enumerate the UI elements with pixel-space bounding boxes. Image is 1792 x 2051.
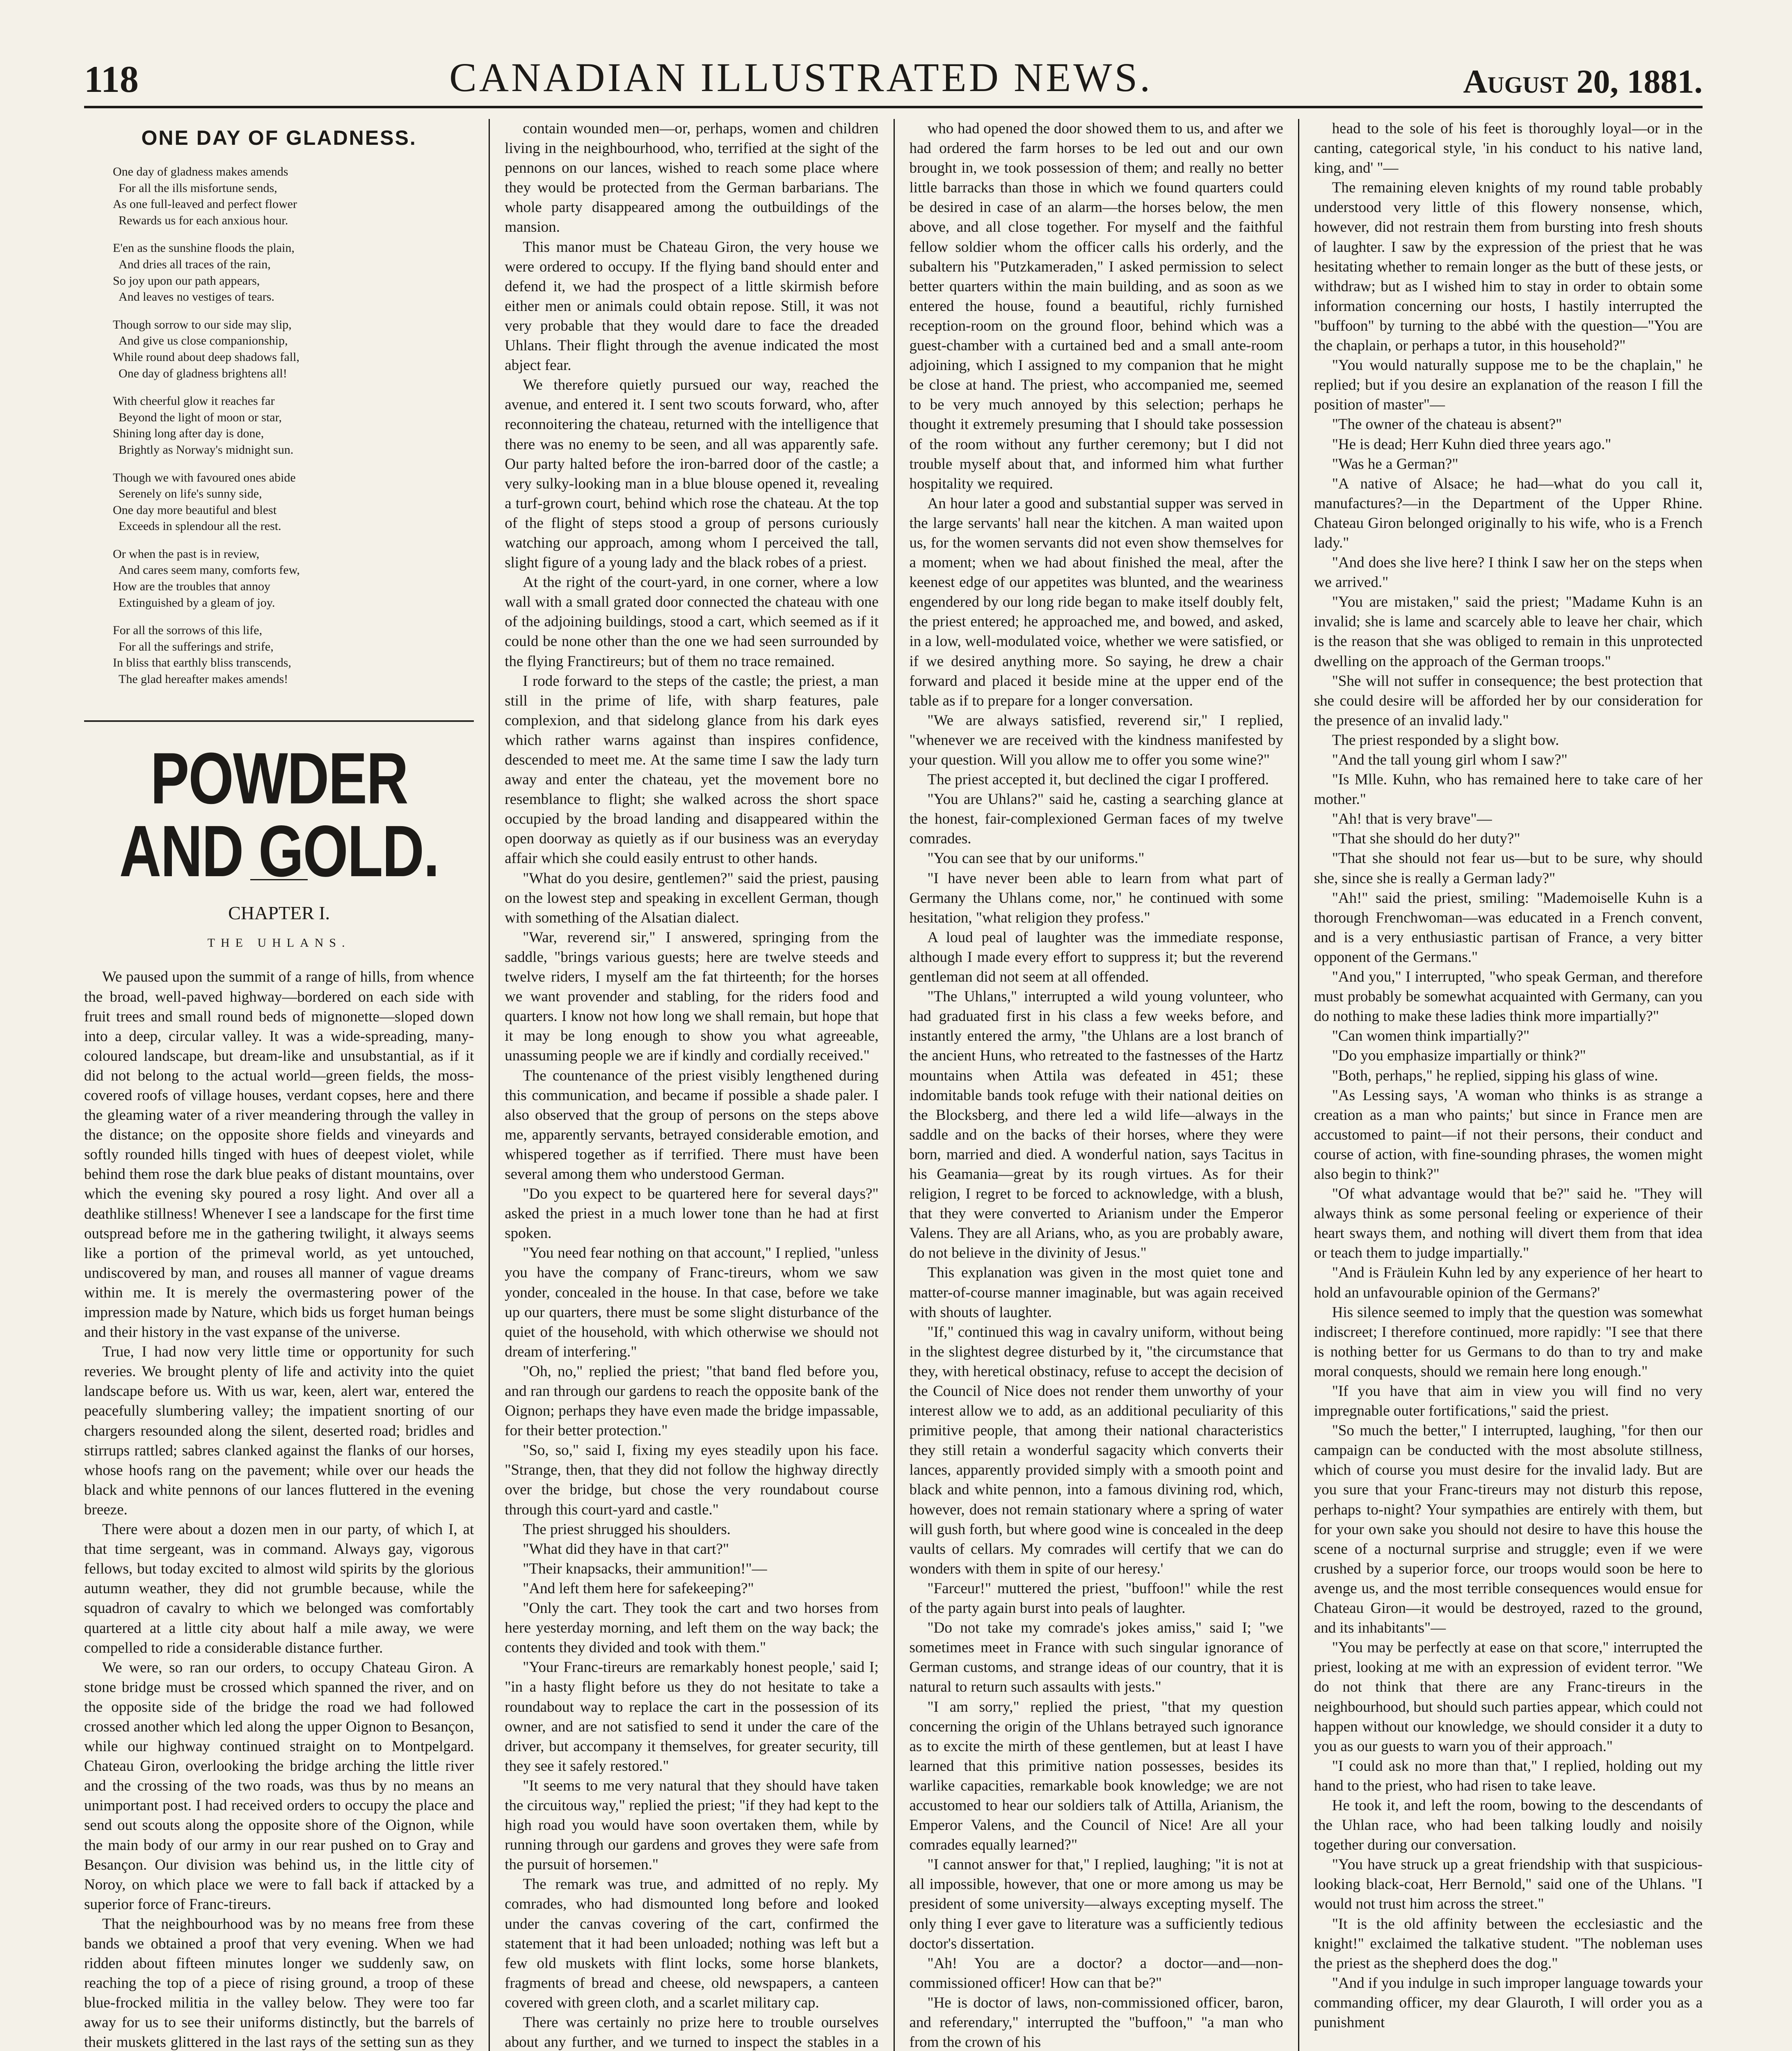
column-1-text	[84, 967, 474, 2051]
paragraph: "Was he a German?"	[1332, 455, 1458, 473]
paragraph: "Do not take my comrade's jokes amiss," said I; "we sometimes meet in France with such singular ignorance of German customs, and strange ideas of our country, that it is natural to return such assaults with jests."	[909, 1619, 1283, 1696]
paragraph: "She will not suffer in consequence; the best protection that she could desire will be afforded her by our consideration for the presence of an invalid lady."	[1314, 672, 1703, 729]
poem-line: So joy upon our path appears,	[113, 274, 260, 288]
poem-stanza	[113, 317, 474, 381]
paragraph: The remark was true, and admitted of no reply. My comrades, who had dismounted long before and looked under the canvas covering of the cart, confirmed the statement that it had been unloaded; nothing was left but a few old muskets with flint locks, some horse blankets, fragments of bread and cheese, old newspapers, a canteen covered with green cloth, and a scarlet military cap.	[505, 1876, 879, 2011]
paragraph: who had opened the door showed them to us, and after we had ordered the farm horses to be led out and our own brought in, we took possession of them; and really no better little barracks than those in which we found quarters could be desired in case of an alarm—the horses below, the men above, and all close together. For myself and the faithful fellow soldier whom the officer calls his orderly, and the subaltern his "Putzkameraden," I asked permission to select better quarters within the main building, and as soon as we entered the house, found a beautiful, richly furnished reception-room on the ground floor, behind which was a guest-chamber with a curtained bed and a small ante-room adjoining, which I assigned to my companion that he might be close at hand. The priest, who accompanied me, seemed to be very much annoyed by this selection; perhaps he thought it extremely presuming that I should take possession of the room without any further ceremony; but I did not trouble myself about that, and informed him what further hospitality we required.	[909, 120, 1283, 492]
paragraph: "Ah! You are a doctor? a doctor—and—non-commissioned officer! How can that be?"	[909, 1955, 1283, 1992]
poem-line: Though we with favoured ones abide	[113, 470, 296, 484]
paragraph: "A native of Alsace; he had—what do you call it, manufactures?—in the Department of the Upper Rhine. Chateau Giron belonged originally to his wife, who is a French lady."	[1314, 475, 1703, 551]
paragraph: "He is doctor of laws, non-commissioned officer, baron, and referendary," interrupted the "buffoon," "a man who from the crown of his	[909, 1994, 1283, 2051]
paragraph: "That she should do her duty?"	[1332, 830, 1520, 847]
poem-stanza	[113, 164, 474, 228]
paragraph: "What do you desire, gentlemen?" said the priest, pausing on the lowest step and speaking in excellent German, though with something of the Alsatian dialect.	[505, 870, 879, 926]
paragraph: I rode forward to the steps of the castle; the priest, a man still in the prime of life, with sharp features, pale complexion, and that sidelong glance from his dark eyes which rather warns against than inspires confidence, descended to meet me. At the same time I saw the lady turn away and enter the chateau, yet the movement bore no resemblance to flight; she walked across the short space occupied by the broad landing and disappeared within the open doorway as quietly as if our business was an everyday affair which she could easily entrust to other hands.	[505, 672, 879, 867]
poem-line: For all the sorrows of this life,	[113, 624, 263, 637]
paragraph: "The Uhlans," interrupted a wild young volunteer, who had graduated first in his class a few weeks before, and instantly entered the army, "the Uhlans are a lost branch of the ancient Huns, who retreated to the fastnesses of the Hartz mountains when Attila was defeated in 451; these indomitable bands took refuge with their national deities on the Blocksberg, and there led a wild life—always in the saddle and on the backs of their horses, where they were born, married and died. A wonderful nation, says Tacitus in his Geamania—great by its rough virtues. As for their religion, I regret to be forced to acknowledge, with a blush, that they were converted to Arianism under the Emperor Valens. They are all Arians, who, as you are probably aware, do not believe in the divinity of Jesus."	[909, 988, 1283, 1262]
poem-title: ONE DAY OF GLADNESS.	[141, 126, 417, 149]
paragraph: "War, reverend sir," I answered, springing from the saddle, "brings various guests; here are twelve steeds and twelve riders, I myself am the fat thirteenth; for the horses we want provender and stabling, for the riders food and quarters. I know not how long we shall remain, but hope that it may be long enough to show you what agreeable, unassuming people we are if kindly and cordially received."	[505, 929, 879, 1064]
paragraph: "The owner of the chateau is absent?"	[1332, 416, 1562, 433]
paragraph: "Can women think impartially?"	[1332, 1028, 1530, 1045]
paragraph: The countenance of the priest visibly lengthened during this communication, and became if possible a shade paler. I also observed that the group of persons on the steps above me, apparently servants, betrayed considerable emotion, and whispered together as if terrified. There must have been several among them who understood German.	[505, 1067, 879, 1183]
poem-stanza	[113, 470, 474, 534]
paragraph: "You have struck up a great friendship with that suspicious-looking black-coat, Herr Bernold," said one of the Uhlans. "I would not trust him across the street."	[1314, 1856, 1703, 1913]
paragraph: "You are mistaken," said the priest; "Madame Kuhn is an invalid; she is lame and scarcely able to leave her chair, which is the reason that she was obliged to remain in this unprotected dwelling on the approach of the German troops."	[1314, 594, 1703, 670]
column-3	[894, 119, 1298, 2051]
paragraph: "And you," I interrupted, "who speak German, and therefore must probably be somewhat acquainted with Germany, can you do nothing to make these ladies think more impartially?"	[1314, 968, 1703, 1025]
column-2-text	[505, 119, 878, 2051]
paragraph: "So, so," said I, fixing my eyes steadily upon his face. "Strange, then, that they did not follow the highway directly over the bridge, but chose the very roundabout course through this court-yard and castle."	[505, 1442, 879, 1518]
poem-line: In bliss that earthly bliss transcends,	[113, 656, 291, 670]
paragraph: "Do you emphasize impartially or think?"	[1332, 1047, 1586, 1064]
poem-stanza	[113, 393, 474, 458]
poem-line: Brightly as Norway's midnight sun.	[119, 443, 294, 457]
poem-stanza	[113, 622, 474, 687]
paragraph: That the neighbourhood was by no means free from these bands we obtained a proof that very evening. When we had ridden about fifteen minutes longer we suddenly saw, on reaching the top of a piece of rising ground, a troop of these blue-frocked militia in the valley below. They were too far away for us to see their uniforms distinctly, but the barrels of their muskets glittered in the last rays of the setting sun as they	[84, 1915, 474, 2051]
paragraph: "And the tall young girl whom I saw?"	[1332, 751, 1568, 768]
poem-line: With cheerful glow it reaches far	[113, 394, 275, 408]
poem-line: E'en as the sunshine floods the plain,	[113, 241, 295, 255]
paragraph: "So much the better," I interrupted, laughing, "for then our campaign can be conducted with the most absolute stillness, which of course you must desire for the invalid lady. But are you sure that your Franc-tireurs may not disturb this repose, perhaps to-night? Your sympathies are entirely with them, but for your own sake you should not desire to have this house the scene of a nocturnal surprise and struggle; even if we were crushed by a superior force, our troops would soon be here to avenge us, and the most terrible consequences would ensue for Chateau Giron—it would be destroyed, razed to the ground, and its inhabitants"—	[1314, 1422, 1703, 1637]
paragraph: "If," continued this wag in cavalry uniform, without being in the slightest degree disturbed by it, "the circumstance that they, with heretical obstinacy, refuse to accept the decision of the Council of Nice does not render them unworthy of your interest allow we to add, as an additional peculiarity of this primitive people, that among their national characteristics they still retain a wonderful sagacity which converts their lances, apparently provided simply with a smooth point and black and white pennon, into a famous divining rod, which, however, does not remain stationary where a spring of water will gush forth, but where good wine is concealed in the deep vaults of cellars. My comrades will certify that we can do wonders with them in spite of our heresy.'	[909, 1323, 1283, 1577]
paragraph: "You may be perfectly at ease on that score," interrupted the priest, looking at me with an expression of evident terror. "We do not think that there are any Franc-tireurs in the neighbourhood, but should such parties appear, which could not happen without our knowledge, we should consider it a duty to you as our guests to warn you of their approach."	[1314, 1639, 1703, 1755]
paragraph: "As Lessing says, 'A woman who thinks is as strange a creation as a man who paints;' but since in France men are accustomed to paint—if not their persons, their conduct and course of action, with fine-sounding phrases, the women might also begin to think?"	[1314, 1087, 1703, 1183]
paragraph: This manor must be Chateau Giron, the very house we were ordered to occupy. If the flying band should enter and defend it, we had the prospect of a little skirmish before either men or animals could obtain repose. Still, it was not very probable that they would dare to face the dreaded Uhlans. Their flight through the avenue indicated the most abject fear.	[505, 238, 879, 374]
poem-line: And cares seem many, comforts few,	[119, 563, 300, 577]
poem-line: For all the sufferings and strife,	[119, 640, 274, 653]
poem-line: For all the ills misfortune sends,	[119, 181, 277, 195]
poem-line: And give us close companionship,	[119, 334, 288, 348]
paragraph: "It is the old affinity between the ecclesiastic and the knight!" exclaimed the talkative student. "The nobleman uses the priest as the shepherd does the dog."	[1314, 1915, 1703, 1972]
paragraph: "I am sorry," replied the priest, "that my question concerning the origin of the Uhlans betrayed such ignorance as to excite the mirth of these gentlemen, but at least I have learned that this primitive nation possesses, besides its warlike capacities, remarkable book knowledge; we are not accustomed to hear our soldiers talk of Attilla, Arianism, the Emperor Valens, and the Council of Nice! Are all your comrades equally learned?"	[909, 1698, 1283, 1854]
paragraph: We were, so ran our orders, to occupy Chateau Giron. A stone bridge must be crossed which spanned the river, and on the opposite side of the bridge the road we had followed crossed another which led along the upper Oignon to Besançon, while our highway continued straight on to Montpelgard. Chateau Giron, overlooking the bridge arching the little river and the crossing of the two roads, was thus by no means an unimportant post. I had received orders to occupy the place and send out scouts along the opposite shore of the Oignon, while the main body of our army in our rear pushed on to Gray and Besançon. Our division was behind us, in the little city of Noroy, on which place we were to fall back if attacked by a superior force of Franc-tireurs.	[84, 1659, 474, 1913]
paragraph: "And does she live here? I think I saw her on the steps when we arrived."	[1314, 554, 1703, 591]
poem-stanza	[113, 546, 474, 611]
paragraph: The priest responded by a slight bow.	[1332, 731, 1559, 749]
paragraph: "Their knapsacks, their ammunition!"—	[523, 1560, 767, 1577]
paragraph: "Your Franc-tireurs are remarkably honest people,' said I; "in a hasty flight before us they do not hesitate to take a roundabout way to replace the cart in the possession of its owner, and are not satisfied to send it under the care of the driver, but accompany it themselves, for greater security, till they see it safely restored."	[505, 1659, 879, 1775]
paragraph: "I cannot answer for that," I replied, laughing; "it is not at all impossible, however, that one or more among us may be president of some university—always excepting myself. The only thing I ever gave to literature was a sufficiently tedious doctor's dissertation.	[909, 1856, 1283, 1952]
poem-line: One day more beautiful and blest	[113, 503, 277, 517]
paragraph: "I could ask no more than that," I replied, holding out my hand to the priest, who had risen to take leave.	[1314, 1757, 1703, 1794]
paragraph: "And is Fräulein Kuhn led by any experience of her heart to hold an unfavourable opinion of the Germans?'	[1314, 1264, 1703, 1301]
page-header	[84, 44, 1703, 108]
paragraph: "Ah!" said the priest, smiling: "Mademoiselle Kuhn is a thorough Frenchwoman—was educated in a French convent, and is a very enthusiastic partisan of France, a very bitter opponent of the Germans."	[1314, 889, 1703, 966]
paragraph: This explanation was given in the most quiet tone and matter-of-course manner imaginable, but was again received with shouts of laughter.	[909, 1264, 1283, 1321]
poem-line: Beyond the light of moon or star,	[119, 410, 282, 424]
paragraph: We paused upon the summit of a range of hills, from whence the broad, well-paved highway—bordered on each side with fruit trees and small round beds of mignonette—sloped down into a deep, circular valley. It was a wide-spreading, many-coloured landscape, but dream-like and unsubstantial, as if it did not belong to the actual world—green fields, the moss-covered roofs of village houses, verdant copses, here and there the gleaming water of a river meandering through the valley in the distance; on the opposite shore fields and vineyards and softly rounded hills tinged with hues of deepest violet, while behind them rose the dark blue peaks of distant mountains, over which the evening sky poured a rosy light. And over all a deathlike stillness! Whenever I see a landscape for the first time outspread before me in the gathering twilight, it always seems like a portion of the primeval world, as yet untouched, undiscovered by man, and rouses all manner of vague dreams within me. It is merely the overmastering power of the impression made by Nature, which bids us forget human beings and their history in the vast expanse of the universe.	[84, 968, 474, 1341]
paragraph: "You can see that by our uniforms."	[927, 850, 1145, 867]
poem-line: Serenely on life's sunny side,	[119, 487, 262, 501]
poem-line: Exceeds in splendour all the rest.	[119, 519, 281, 533]
paragraph: An hour later a good and substantial supper was served in the large servants' hall near the kitchen. A man waited upon us, for the women servants did not even show themselves for a moment; when we had about finished the meal, after the keenest edge of our appetites was blunted, and the weariness engendered by our long ride began to make itself doubly felt, the priest entered; he approached me, and bowed, and asked, in a low, well-modulated voice, whether we were satisfied, or if we desired anything more. So saying, he drew a chair forward and placed it beside mine at the upper end of the table as if to prepare for a longer conversation.	[909, 495, 1283, 709]
poem-body	[84, 164, 474, 687]
poem-line: Or when the past is in review,	[113, 547, 260, 561]
poem-line: How are the troubles that annoy	[113, 580, 271, 594]
paragraph: "Both, perhaps," he replied, sipping his glass of wine.	[1332, 1067, 1658, 1084]
poem-line: The glad hereafter makes amends!	[119, 672, 288, 686]
paragraph: There were about a dozen men in our party, of which I, at that time sergeant, was in command. Always gay, vigorous fellows, but today excited to almost wild spirits by the glorious autumn weather, they did not grumble because, while the squadron of cavalry to which we belonged was comfortably quartered at a little city about half a mile away, we were compelled to ride a considerable distance further.	[84, 1521, 474, 1656]
paragraph: There was certainly no prize here to trouble ourselves about any further, and we turned to inspect the stables in a	[505, 2014, 879, 2051]
poem-line: And dries all traces of the rain,	[119, 257, 271, 271]
poem-line: One day of gladness brightens all!	[119, 366, 287, 380]
column-4-text	[1314, 119, 1703, 2033]
paragraph: "Is Mlle. Kuhn, who has remained here to take care of her mother."	[1314, 771, 1703, 808]
column-1	[84, 119, 489, 2051]
paragraph: "And if you indulge in such improper language towards your commanding officer, my dear Glauroth, I will order you as a punishment	[1314, 1974, 1703, 2031]
paragraph: "We are always satisfied, reverend sir," I replied, "whenever we are received with the kindness manifested by your question. Will you allow me to offer you some wine?"	[909, 712, 1283, 768]
paragraph: "It seems to me very natural that they should have taken the circuitous way," replied the priest; "if they had kept to the high road you would have soon overtaken them, while by running through our gardens and groves they were safe from the pursuit of horsemen."	[505, 1777, 879, 1873]
poem-line: Rewards us for each anxious hour.	[119, 213, 288, 227]
paragraph: contain wounded men—or, perhaps, women and children living in the neighbourhood, who, terrified at the sight of the pennons on our lances, wished to reach some place where they would be protected from the German barbarians. The whole party disappeared among the outbuildings of the mansion.	[505, 120, 879, 236]
paragraph: "He is dead; Herr Kuhn died three years ago."	[1332, 436, 1611, 453]
issue-date: August 20, 1881.	[1463, 63, 1703, 100]
paragraph: The priest shrugged his shoulders.	[523, 1521, 731, 1538]
paragraph: "Do you expect to be quartered here for several days?" asked the priest in a much lower tone than he had at first spoken.	[505, 1185, 879, 1242]
poem-line: Shining long after day is done,	[113, 427, 264, 441]
paragraph: "You would naturally suppose me to be the chaplain," he replied; but if you desire an explanation of the reason I fill the position of master"—	[1314, 357, 1703, 413]
paragraph: "Only the cart. They took the cart and two horses from here yesterday morning, and left them on the way back; the contents they divided and took with them."	[505, 1600, 879, 1656]
paragraph: "If you have that aim in view you will find no very impregnable outer fortifications," said the priest.	[1314, 1383, 1703, 1420]
paragraph: "Of what advantage would that be?" said he. "They will always think as some personal feeling or experience of their heart sways them, and nothing will divert them from that idea or teach them to judge impartially."	[1314, 1185, 1703, 1262]
poem-line: One day of gladness makes amends	[113, 165, 288, 178]
poem-line: As one full-leaved and perfect flower	[113, 197, 297, 211]
column-4	[1298, 119, 1703, 2051]
paragraph: "Oh, no," replied the priest; "that band fled before you, and ran through our gardens to reach the opposite bank of the Oignon; perhaps they have even made the bridge impassable, for their better protection."	[505, 1363, 879, 1439]
poem-line: Though sorrow to our side may slip,	[113, 317, 292, 331]
paragraph: "That she should not fear us—but to be sure, why should she, since she is really a German lady?"	[1314, 850, 1703, 887]
column-2	[489, 119, 893, 2051]
paragraph: At the right of the court-yard, in one corner, where a low wall with a small grated door connected the chateau with one of the adjoining buildings, stood a cart, which seemed as if it could be none other than the one we had seen surrounded by the flying Franctireurs; but of them no trace remained.	[505, 574, 879, 670]
paragraph: "And left them here for safekeeping?"	[523, 1580, 754, 1597]
article-columns	[84, 119, 1703, 2051]
paragraph: "You need fear nothing on that account," I replied, "unless you have the company of Franc-tireurs, whom we saw yonder, concealed in the house. In that case, before we take up our quarters, there must be some slight disturbance of the quiet of the household, with which otherwise we should not dream of interfering."	[505, 1245, 879, 1360]
paragraph: We therefore quietly pursued our way, reached the avenue, and entered it. I sent two scouts forward, who, after reconnoitering the chateau, returned with the intelligence that there was no enemy to be seen, and all was apparently safe. Our party halted before the iron-barred door of the castle; a very sulky-looking man in a blue blouse opened it, revealing a turf-grown court, behind which rose the chateau. At the top of the flight of steps stood a group of persons curiously watching our approach, among whom I perceived the tall, slight figure of a young lady and the black robes of a priest.	[505, 377, 879, 571]
poem-stanza	[113, 240, 474, 305]
paragraph: "What did they have in that cart?"	[523, 1540, 729, 1558]
story-title: POWDER AND GOLD.	[84, 720, 474, 888]
chapter-title: THE UHLANS.	[207, 936, 351, 950]
masthead-title: CANADIAN ILLUSTRATED NEWS.	[449, 55, 1153, 100]
chapter-heading: CHAPTER I.	[228, 902, 330, 923]
poem-line: And leaves no vestiges of tears.	[119, 290, 274, 304]
paragraph: His silence seemed to imply that the question was somewhat indiscreet; I therefore continued, more rapidly: "I see that there is nothing better for us Germans to do than to try and make moral conquests, should we remain here long enough."	[1314, 1304, 1703, 1380]
paragraph: "Farceur!" muttered the priest, "buffoon!" while the rest of the party again burst into peals of laughter.	[909, 1580, 1283, 1617]
paragraph: "I have never been able to learn from what part of Germany the Uhlans come, nor," he continued with some hesitation, "what religion they profess."	[909, 870, 1283, 926]
paragraph: He took it, and left the room, bowing to the descendants of the Uhlan race, who had been talking loudly and noisily together during our conversation.	[1314, 1797, 1703, 1854]
page-number: 118	[84, 58, 139, 100]
paragraph: True, I had now very little time or opportunity for such reveries. We brought plenty of life and activity into the quiet landscape before us. With us war, keen, alert war, entered the peacefully slumbering valley; the impatient snorting of our chargers resounded along the silent, deserted road; bridles and stirrups rattled; sabres clanked against the flanks of our horses, whose hoofs rang on the pavement; while over our heads the black and white pennons of our lances fluttered in the evening breeze.	[84, 1343, 474, 1518]
poem-line: While round about deep shadows fall,	[113, 350, 299, 364]
paragraph: head to the sole of his feet is thoroughly loyal—or in the canting, categorical style, 'in his conduct to his native land, king, and' "—	[1314, 120, 1703, 177]
column-3-text	[910, 119, 1283, 2051]
paragraph: A loud peal of laughter was the immediate response, although I made every effort to suppress it; but the reverend gentleman did not seem at all offended.	[909, 929, 1283, 986]
paragraph: The remaining eleven knights of my round table probably understood very little of this flowery nonsense, which, however, did not restrain them from bursting into fresh shouts of laughter. I saw by the expression of the priest that he was hesitating whether to remain longer as the butt of these jests, or withdraw; but as I wished him to stay in order to obtain some information concerning our hosts, I hastily interrupted the "buffoon" by turning to the abbé with the question—"You are the chaplain, or perhaps a tutor, in this household?"	[1314, 179, 1703, 354]
poem-line: Extinguished by a gleam of joy.	[119, 596, 275, 610]
paragraph: "Ah! that is very brave"—	[1332, 811, 1492, 828]
paragraph: The priest accepted it, but declined the cigar I proffered.	[927, 771, 1269, 788]
paragraph: "You are Uhlans?" said he, casting a searching glance at the honest, fair-complexioned German faces of my twelve comrades.	[909, 791, 1283, 847]
